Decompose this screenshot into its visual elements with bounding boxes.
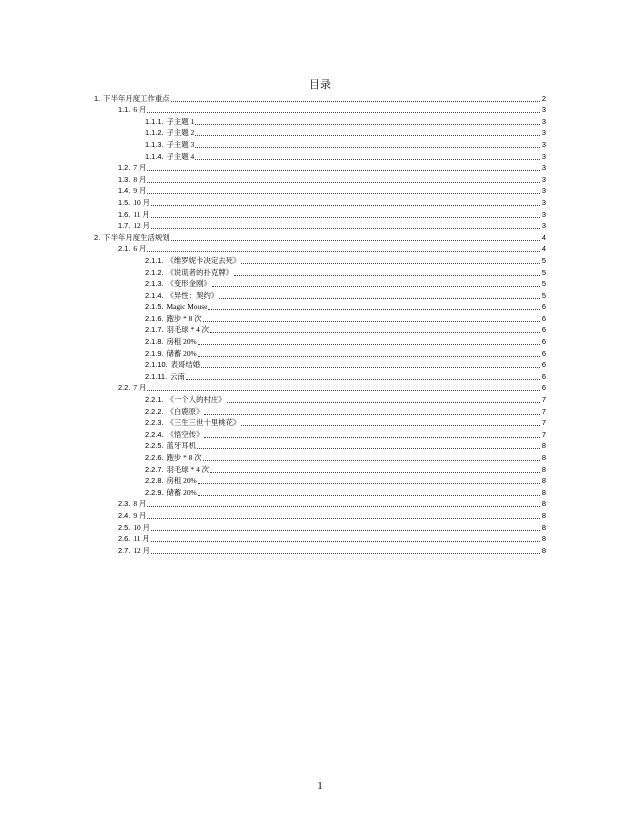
- toc-entry-page: 3: [541, 128, 546, 138]
- toc-entry-page: 6: [541, 313, 546, 323]
- toc-entry-title: 9 月: [133, 510, 147, 520]
- toc-entry-number: 2.2.8.: [145, 476, 164, 486]
- toc-entry-title: 12 月: [133, 545, 150, 555]
- toc-dot-leader: [234, 274, 540, 276]
- toc-entry-page: 8: [541, 499, 546, 509]
- toc-entry[interactable]: [94, 173, 546, 185]
- toc-entry-title: 10 月: [133, 197, 150, 207]
- toc-entry-number: 1.: [94, 93, 101, 103]
- toc-entry-title: 房租 20%: [166, 337, 197, 347]
- toc-dot-leader: [147, 389, 540, 391]
- toc-entry-page: 8: [541, 441, 546, 451]
- toc-entry-page: 6: [541, 383, 546, 393]
- page-number: 1: [317, 780, 323, 792]
- toc-entry-title: 8 月: [133, 174, 147, 184]
- toc-entry-title: 跑步 * 8 次: [166, 313, 202, 323]
- toc-entry-number: 1.2.: [118, 163, 131, 173]
- toc-dot-leader: [198, 355, 540, 357]
- toc-entry-title: 下半年月度生活规划: [103, 232, 170, 242]
- toc-entry-page: 3: [541, 197, 546, 207]
- toc-dot-leader: [147, 505, 540, 507]
- toc-entry-number: 2.2.: [118, 383, 131, 393]
- toc-entry-page: 8: [541, 464, 546, 474]
- toc-entry-number: 2.1.3.: [145, 279, 164, 289]
- toc-entry[interactable]: [94, 475, 546, 487]
- toc-entry-title: 《说谎者的扑克牌》: [166, 267, 234, 277]
- toc-entry[interactable]: [94, 463, 546, 475]
- toc-entry[interactable]: [94, 231, 546, 243]
- toc-dot-leader: [201, 366, 540, 368]
- toc-entry-number: 1.7.: [118, 221, 131, 231]
- toc-entry-page: 3: [541, 116, 546, 126]
- toc-entry-number: 2.2.1.: [145, 395, 164, 405]
- toc-entry-number: 2.2.9.: [145, 487, 164, 497]
- toc-entry-page: 8: [541, 510, 546, 520]
- toc-entry-number: 2.1.7.: [145, 325, 164, 335]
- toc-entry-number: 2.1.11.: [145, 371, 168, 381]
- toc-entry-title: 子主题 1: [166, 116, 195, 126]
- toc-entry-page: 3: [541, 186, 546, 196]
- toc-dot-leader: [212, 285, 540, 287]
- toc-entry-page: 8: [541, 545, 546, 555]
- toc-entry-number: 2.4.: [118, 510, 131, 520]
- toc-entry[interactable]: [94, 324, 546, 336]
- toc-entry-page: 5: [541, 279, 546, 289]
- toc-entry-number: 2.1.2.: [145, 267, 164, 277]
- toc-entry[interactable]: [94, 254, 546, 266]
- toc-entry-title: 《一个人的村庄》: [166, 395, 226, 405]
- toc-entry-page: 4: [541, 244, 546, 254]
- toc-entry-number: 2.2.6.: [145, 453, 164, 462]
- toc-entry[interactable]: [94, 127, 546, 139]
- toc-entry-page: 8: [541, 453, 546, 462]
- toc-entry-page: 6: [541, 302, 546, 312]
- toc-entry-number: 2.6.: [118, 534, 131, 544]
- toc-entry[interactable]: [94, 220, 546, 232]
- toc-dot-leader: [203, 320, 540, 322]
- toc-dot-leader: [204, 413, 539, 415]
- toc-entry-page: 7: [541, 406, 546, 416]
- toc-entry[interactable]: [94, 451, 546, 463]
- toc-entry-page: 7: [541, 429, 546, 439]
- toc-dot-leader: [186, 378, 540, 380]
- toc-dot-leader: [171, 239, 540, 241]
- toc-entry-title: 8 月: [133, 499, 147, 509]
- toc-entry-page: 3: [541, 139, 546, 149]
- toc-entry-title: 子主题 2: [166, 128, 195, 138]
- toc-entry-number: 1.4.: [118, 186, 131, 196]
- toc-entry-title: 《三生三世十里桃花》: [166, 418, 241, 428]
- toc-dot-leader: [241, 262, 539, 264]
- toc-entry[interactable]: [94, 370, 546, 382]
- toc-entry-title: 跑步 * 8 次: [166, 453, 202, 462]
- toc-entry-number: 2.7.: [118, 545, 131, 555]
- toc-entry-number: 1.1.1.: [145, 116, 164, 126]
- toc-dot-leader: [151, 204, 540, 206]
- toc-entry-page: 6: [541, 337, 546, 347]
- toc-dot-leader: [195, 158, 540, 160]
- toc-entry-title: 云南: [170, 371, 185, 381]
- toc-entry[interactable]: [94, 312, 546, 324]
- toc-entry-title: 下半年月度工作重点: [103, 93, 170, 103]
- table-of-contents: [94, 92, 546, 556]
- toc-dot-leader: [210, 331, 540, 333]
- toc-entry-title: 《异性：契约》: [166, 290, 219, 300]
- toc-entry-number: 2.1.8.: [145, 337, 164, 347]
- toc-dot-leader: [147, 250, 540, 252]
- toc-entry-page: 8: [541, 534, 546, 544]
- toc-entry-page: 8: [541, 522, 546, 532]
- toc-entry[interactable]: [94, 405, 546, 417]
- toc-entry[interactable]: [94, 440, 546, 452]
- toc-entry-page: 8: [541, 487, 546, 497]
- toc-entry[interactable]: [94, 417, 546, 429]
- toc-entry[interactable]: [94, 382, 546, 394]
- toc-dot-leader: [147, 517, 540, 519]
- toc-entry-title: 表哥结婚: [170, 360, 201, 370]
- toc-entry-page: 3: [541, 174, 546, 184]
- toc-entry-number: 1.1.3.: [145, 139, 164, 149]
- toc-entry-number: 1.6.: [118, 209, 131, 219]
- toc-dot-leader: [227, 401, 540, 403]
- toc-entry-number: 1.5.: [118, 197, 131, 207]
- toc-entry[interactable]: [94, 393, 546, 405]
- toc-dot-leader: [147, 111, 540, 113]
- toc-dot-leader: [195, 134, 540, 136]
- toc-entry-title: 12 月: [133, 221, 150, 231]
- toc-entry[interactable]: [94, 498, 546, 510]
- toc-entry-page: 7: [541, 418, 546, 428]
- toc-entry[interactable]: [94, 150, 546, 162]
- toc-dot-leader: [204, 436, 539, 438]
- toc-title: 目录: [309, 79, 331, 91]
- toc-entry-number: 2.2.3.: [145, 418, 164, 428]
- toc-entry-page: 3: [541, 209, 546, 219]
- toc-dot-leader: [151, 216, 540, 218]
- toc-entry-title: 储蓄 20%: [166, 487, 197, 497]
- toc-entry-number: 2.1.: [118, 244, 131, 254]
- toc-dot-leader: [171, 100, 540, 102]
- toc-dot-leader: [198, 343, 540, 345]
- toc-entry-number: 2.2.2.: [145, 406, 164, 416]
- toc-entry[interactable]: [94, 301, 546, 313]
- toc-entry-number: 2.1.10.: [145, 360, 168, 370]
- toc-dot-leader: [151, 540, 540, 542]
- toc-dot-leader: [151, 552, 540, 554]
- toc-entry-title: 羽毛球 * 4 次: [166, 325, 209, 335]
- toc-entry-page: 6: [541, 348, 546, 358]
- toc-dot-leader: [195, 146, 540, 148]
- toc-entry-title: 子主题 3: [166, 139, 195, 149]
- toc-dot-leader: [147, 169, 540, 171]
- toc-entry[interactable]: [94, 428, 546, 440]
- toc-entry[interactable]: [94, 335, 546, 347]
- toc-entry-title: 7 月: [133, 383, 147, 393]
- toc-entry-number: 2.2.4.: [145, 429, 164, 439]
- toc-dot-leader: [195, 123, 540, 125]
- toc-entry-page: 5: [541, 290, 546, 300]
- toc-entry-number: 2.5.: [118, 522, 131, 532]
- toc-entry[interactable]: [94, 185, 546, 197]
- toc-dot-leader: [219, 297, 540, 299]
- toc-dot-leader: [198, 494, 540, 496]
- toc-entry[interactable]: [94, 208, 546, 220]
- toc-entry-page: 3: [541, 163, 546, 173]
- toc-entry[interactable]: [94, 92, 546, 104]
- toc-entry-page: 4: [541, 232, 546, 242]
- toc-entry-number: 2.1.5.: [145, 302, 164, 312]
- toc-entry-page: 7: [541, 395, 546, 405]
- toc-entry-number: 2.3.: [118, 499, 131, 509]
- toc-entry[interactable]: [94, 509, 546, 521]
- toc-entry-title: 房租 20%: [166, 476, 197, 486]
- toc-entry-number: 2.: [94, 232, 101, 242]
- toc-entry-page: 8: [541, 476, 546, 486]
- toc-entry-page: 6: [541, 360, 546, 370]
- toc-entry-title: 6 月: [133, 105, 147, 115]
- toc-entry[interactable]: [94, 266, 546, 278]
- toc-entry[interactable]: [94, 289, 546, 301]
- toc-entry-page: 3: [541, 105, 546, 115]
- toc-entry[interactable]: [94, 104, 546, 116]
- toc-entry-number: 1.1.2.: [145, 128, 164, 138]
- toc-entry-page: 3: [541, 151, 546, 161]
- toc-dot-leader: [147, 192, 540, 194]
- toc-entry[interactable]: [94, 359, 546, 371]
- toc-entry[interactable]: [94, 521, 546, 533]
- toc-entry-number: 2.1.6.: [145, 313, 164, 323]
- toc-entry-title: 6 月: [133, 244, 147, 254]
- toc-entry-number: 2.1.9.: [145, 348, 164, 358]
- toc-dot-leader: [241, 424, 539, 426]
- toc-dot-leader: [197, 447, 540, 449]
- toc-entry-page: 5: [541, 267, 546, 277]
- toc-entry-title: 子主题 4: [166, 151, 195, 161]
- toc-entry-title: 7 月: [133, 163, 147, 173]
- toc-entry[interactable]: [94, 347, 546, 359]
- toc-entry[interactable]: [94, 243, 546, 255]
- toc-entry-page: 6: [541, 371, 546, 381]
- toc-entry[interactable]: [94, 138, 546, 150]
- toc-entry-number: 2.2.7.: [145, 464, 164, 474]
- toc-entry-title: 10 月: [133, 522, 150, 532]
- toc-dot-leader: [198, 482, 540, 484]
- toc-entry-number: 2.2.5.: [145, 441, 164, 451]
- toc-entry-title: 11 月: [133, 534, 150, 544]
- toc-dot-leader: [208, 308, 540, 310]
- toc-dot-leader: [151, 227, 540, 229]
- toc-entry-number: 1.3.: [118, 174, 131, 184]
- toc-entry[interactable]: [94, 544, 546, 556]
- toc-dot-leader: [203, 459, 540, 461]
- toc-entry-number: 2.1.4.: [145, 290, 164, 300]
- toc-entry[interactable]: [94, 162, 546, 174]
- toc-entry[interactable]: [94, 278, 546, 290]
- toc-dot-leader: [151, 529, 540, 531]
- toc-entry-page: 5: [541, 255, 546, 265]
- toc-entry-title: 《维罗妮卡决定去死》: [166, 255, 241, 265]
- toc-entry-page: 6: [541, 325, 546, 335]
- toc-entry-page: 2: [541, 93, 546, 103]
- toc-entry[interactable]: [94, 533, 546, 545]
- toc-entry-title: 11 月: [133, 209, 150, 219]
- toc-entry[interactable]: [94, 196, 546, 208]
- toc-entry-number: 1.1.4.: [145, 151, 164, 161]
- toc-entry-title: 储蓄 20%: [166, 348, 197, 358]
- toc-entry[interactable]: [94, 486, 546, 498]
- toc-entry-page: 3: [541, 221, 546, 231]
- toc-entry-title: 羽毛球 * 4 次: [166, 464, 209, 474]
- toc-entry-title: 蓝牙耳机: [166, 441, 197, 451]
- toc-dot-leader: [210, 471, 540, 473]
- toc-entry-title: 《变形金刚》: [166, 279, 211, 289]
- toc-entry[interactable]: [94, 115, 546, 127]
- toc-entry-title: 9 月: [133, 186, 147, 196]
- toc-entry-title: Magic Mouse: [166, 302, 208, 312]
- toc-entry-title: 《白鹿原》: [166, 406, 204, 416]
- toc-dot-leader: [147, 181, 540, 183]
- toc-entry-number: 1.1.: [118, 105, 131, 115]
- toc-entry-number: 2.1.1.: [145, 255, 164, 265]
- toc-entry-title: 《悟空传》: [166, 429, 204, 439]
